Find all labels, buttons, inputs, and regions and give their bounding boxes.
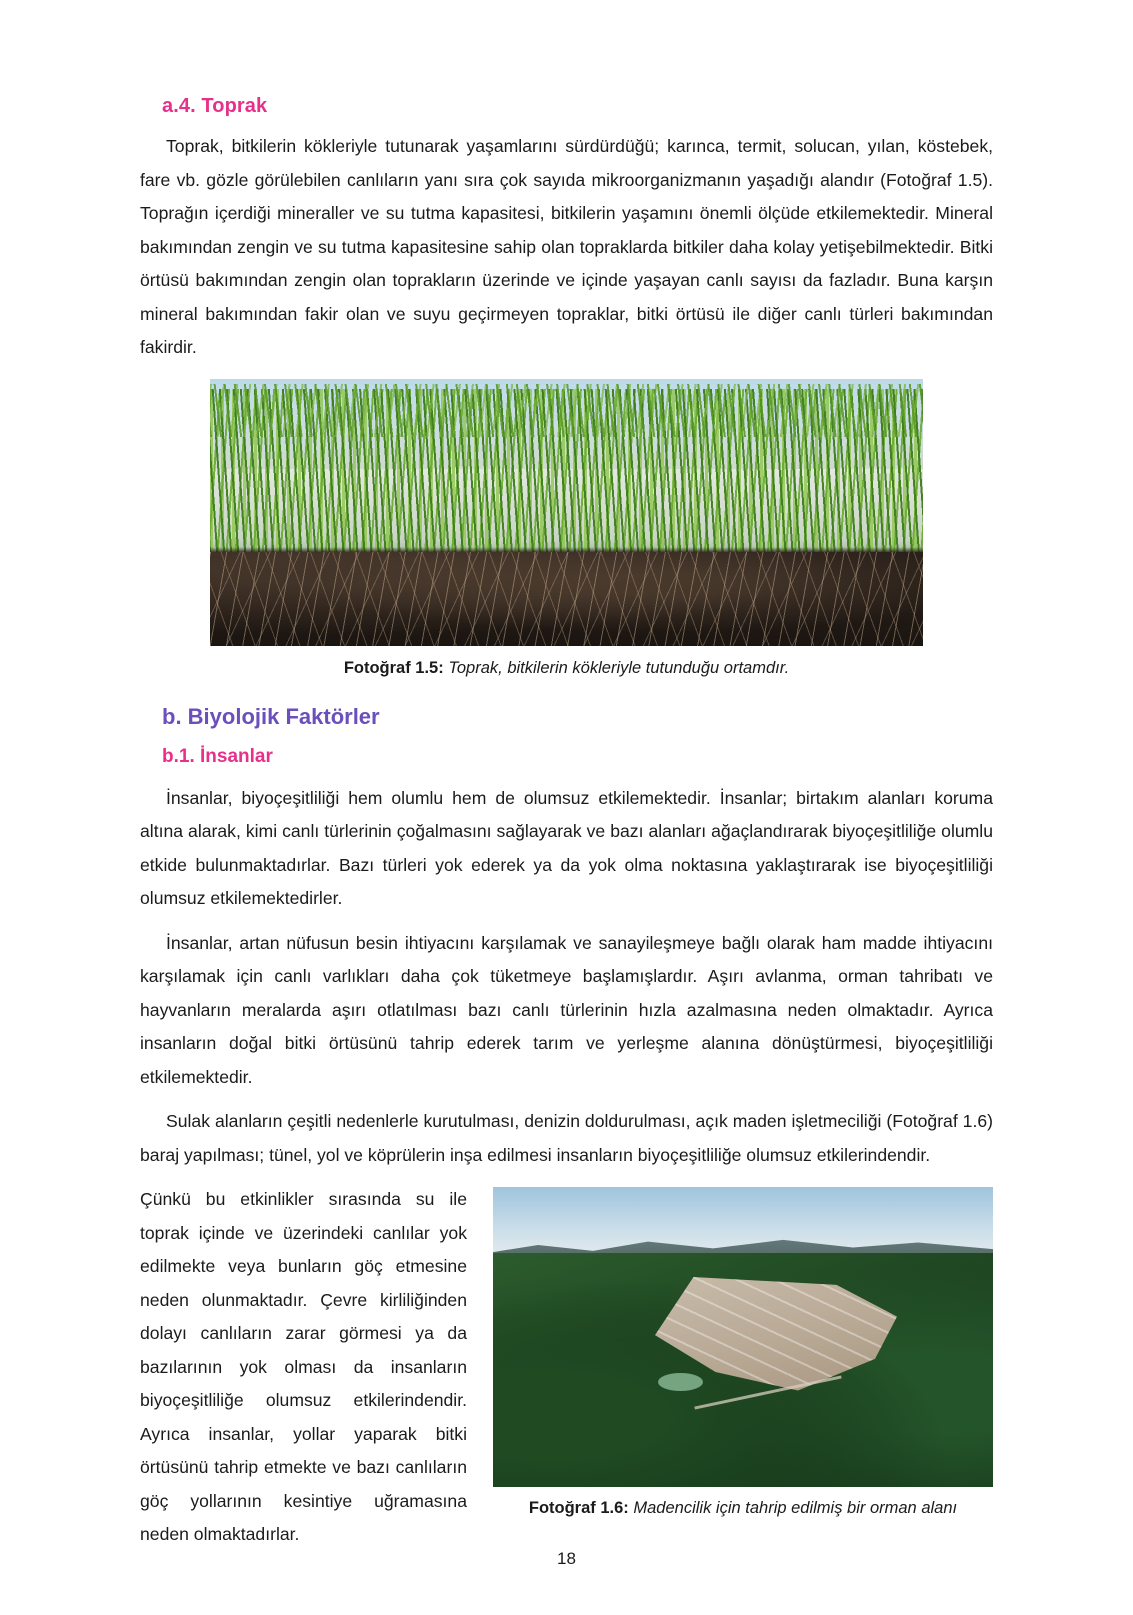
paragraph-soil: Toprak, bitkilerin kökleriyle tutunarak yaşamlarını sürdürdüğü; karınca, termit, solucan, yılan, köstebek, fare vb. gözle görülebilen canlıların yanı sıra çok sayıda mikroorganizmanın yaşadığı alandır (Fotoğraf 1.5). Toprağın içerdiği mineraller ve su tutma kapasitesi, bitkilerin yaşamını önemli ölçüde etkilemektedir. Mineral bakımından zengin ve su tutma kapasitesine sahip olan topraklarda bitkiler daha kolay yetişebilmektedir. Bitki örtüsü bakımından zengin olan toprakların üzerinde ve içinde yaşayan canlı sayısı da fazladır. Buna karşın mineral bakımından fakir olan ve suyu geçirmeyen topraklar, bitki örtüsü ile diğer canlı türleri bakımından fakirdir. (140, 136, 993, 357)
figure-mining-caption-label: Fotoğraf 1.6: (528, 1499, 629, 1517)
paragraph-humans-1: İnsanlar, biyoçeşitliliği hem olumlu hem de olumsuz etkilemektedir. İnsanlar; birtakım alanları koruma altına alarak, kimi canlı türlerinin çoğalmasını sağlayarak ve bazı alanları ağaçlandırarak biyoçeşitliliğe olumlu etkide bulunmaktadırlar. Bazı türleri yok ederek ya da yok olma noktasına yaklaştırarak ise biyoçeşitliliği olumsuz etkilemektedirler. (140, 787, 993, 908)
figure-soil-caption-label: Fotoğraf 1.5: (343, 658, 444, 677)
figure-mining (493, 1187, 993, 1518)
figure-soil-caption (140, 659, 993, 678)
paragraph-humans-2: İnsanlar, artan nüfusun besin ihtiyacını karşılamak ve sanayileşmeye bağlı olarak ham madde ihtiyacını karşılamak için canlı varlıkları daha çok tüketmeye başlamışlardır. Aşırı avlanma, orman tahribatı ve hayvanların meralarda aşırı otlatılması bazı canlı türlerinin hızla azalmasına neden olmaktadır. Ayrıca insanların doğal bitki örtüsünü tahrip ederek tarım ve yerleşme alanına dönüştürmesi, biyoçeşitliliği etkilemektedir. (140, 932, 993, 1087)
paragraph-humans-3-wrap: Çünkü bu etkinlikler sırasında su ile toprak içinde ve üzerindeki canlılar yok edilmekte veya bunların göç etmesine neden olunmaktadır. Çevre kirliliğinden dolayı canlıların zarar görmesi ya da bazılarının yok olması da insanların biyoçeşitliliğe olumsuz etkilerindendir. Ayrıca insanlar, yollar yaparak bitki örtüsünü tahrip etmekte ve bazı canlıların göç yollarının kesintiye uğramasına neden olmaktadırlar. (140, 1189, 467, 1544)
section-heading-soil: a.4. Toprak (162, 95, 268, 117)
soil-photo (210, 379, 923, 646)
figure-soil-caption-text: Toprak, bitkilerin kökleriyle tutunduğu ortamdır. (443, 658, 790, 677)
figure-mining-caption-text: Madencilik için tahrip edilmiş bir orman alanı (628, 1499, 958, 1517)
section-heading-humans: b.1. İnsanlar (162, 745, 273, 767)
wrapped-text-and-figure (140, 1183, 993, 1552)
figure-soil (140, 379, 993, 678)
section-heading-biological-factors: b. Biyolojik Faktörler (162, 703, 380, 729)
mine-pond (658, 1373, 703, 1391)
grass-tips-layer (210, 384, 923, 437)
figure-mining-caption (493, 1499, 993, 1518)
page-number: 18 (557, 1549, 576, 1568)
roots-layer (210, 552, 923, 645)
paragraph-humans-3-lead: Sulak alanların çeşitli nedenlerle kurutulması, denizin doldurulması, açık maden işletmeciliği (Fotoğraf 1.6) baraj yapılması; tünel, yol ve köprülerin inşa edilmesi insanların biyoçeşitliliğe olumsuz etkilerindendir. (140, 1111, 993, 1165)
mining-photo (493, 1187, 993, 1487)
